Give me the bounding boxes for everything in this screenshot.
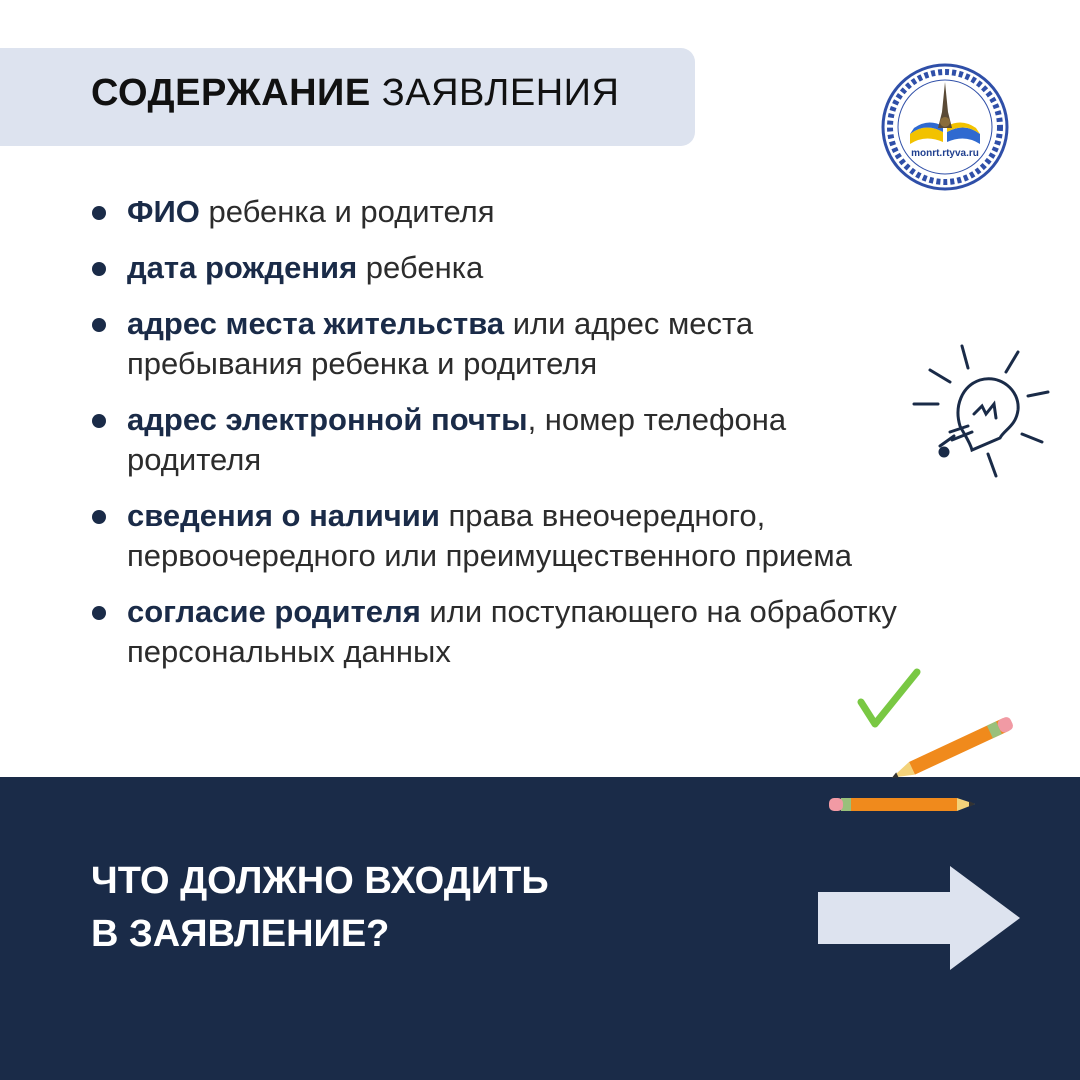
ministry-logo <box>880 62 1010 192</box>
footer-question <box>91 855 691 961</box>
list-item <box>92 248 1032 288</box>
list-item <box>92 304 907 384</box>
requirements-list <box>92 192 1032 672</box>
bullet-icon <box>92 318 106 332</box>
item-text: , номер телефона родителя <box>127 402 787 477</box>
title-bold: СОДЕРЖАНИЕ <box>91 72 371 114</box>
bullet-icon <box>92 510 106 524</box>
checkmark-icon <box>861 672 917 724</box>
item-bold: дата рождения <box>127 250 358 285</box>
item-text: ребенка <box>357 250 484 285</box>
item-bold: адрес электронной почты <box>127 402 528 437</box>
question-line-2: В ЗАЯВЛЕНИЕ? <box>91 913 390 955</box>
pencil-icon <box>889 715 1015 783</box>
bullet-icon <box>92 262 106 276</box>
bullet-icon <box>92 206 106 220</box>
item-text: или поступающего на обработку персональных данных <box>127 594 897 669</box>
item-bold: адрес места жительства <box>127 306 505 341</box>
list-item <box>92 592 1067 672</box>
title-rest: ЗАЯВЛЕНИЯ <box>381 72 620 114</box>
logo-url: monrt.rtyva.ru <box>911 148 979 159</box>
item-text: ребенка и родителя <box>199 194 495 229</box>
list-item <box>92 192 1032 232</box>
item-text: или адрес места пребывания ребенка и родителя <box>127 306 754 381</box>
arrow-right-icon[interactable] <box>818 866 1020 970</box>
page-title <box>91 72 619 115</box>
item-bold: сведения о наличии <box>127 498 440 533</box>
item-bold: согласие родителя <box>127 594 421 629</box>
list-item <box>92 496 1007 576</box>
lightbulb-icon <box>910 342 1055 482</box>
item-bold: ФИО <box>127 194 200 229</box>
bullet-icon <box>92 606 106 620</box>
pencil-icon <box>829 798 975 811</box>
item-text: права внеочередного, первоочередного или преимущественного приема <box>127 498 852 573</box>
bullet-icon <box>92 414 106 428</box>
question-line-1: ЧТО ДОЛЖНО ВХОДИТЬ <box>91 860 549 902</box>
list-item <box>92 400 917 480</box>
pencils-illustration <box>825 664 1025 824</box>
